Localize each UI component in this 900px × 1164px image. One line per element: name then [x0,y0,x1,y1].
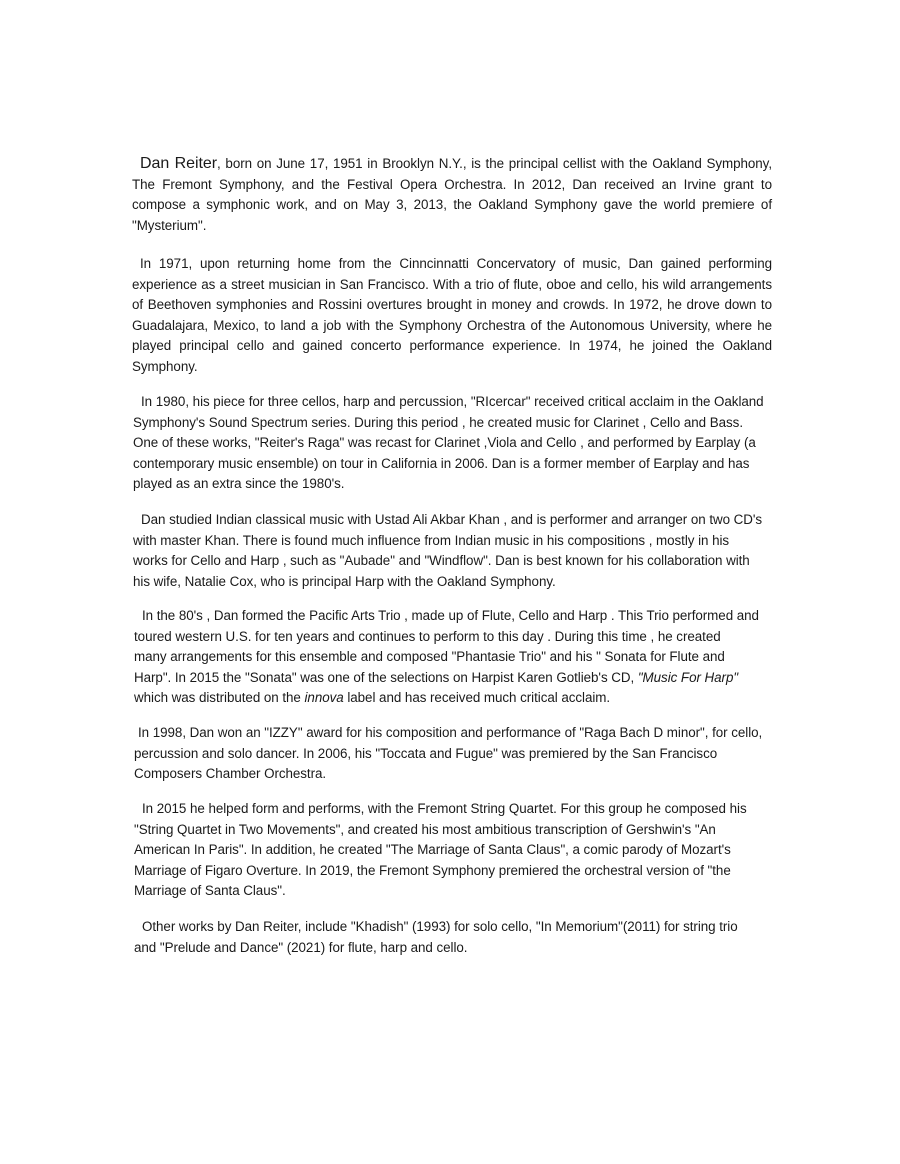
line: label and has received much critical acclaim. [343,690,611,706]
paragraph-indian-music [133,510,793,592]
line: played as an extra since the 1980's. [133,476,345,492]
line: with master Khan. There is found much influence from Indian music in his compositions , mostly in his [133,532,730,548]
paragraph-other-works [134,917,794,958]
intro-text: , born on June 17, 1951 in Brooklyn N.Y., is the principal cellist with the Oakland Symphony, The Fremont Symphony, and the Festival Opera Orchestra. In 2012, Dan received an Irvine grant to compose a symphonic work, and on May 3, 2013, the Oakland Symphony gave the world premiere of "Mysterium". [132,156,772,233]
line: One of these works, "Reiter's Raga" was recast for Clarinet ,Viola and Cello , and performed by Earplay (a [133,435,756,451]
paragraph-early-career [132,254,772,378]
cd-title: "Music For Harp" [637,669,739,685]
line: Marriage of Figaro Overture. In 2019, the Fremont Symphony premiered the orchestral version of "the [134,862,731,878]
artist-name: Dan Reiter [140,155,218,172]
line: which was distributed on the [134,690,305,706]
label-name: innova [304,690,344,706]
line: In 1980, his piece for three cellos, harp and percussion, "RIcercar" received critical acclaim in the Oakland [141,394,764,409]
line: "String Quartet in Two Movements", and created his most ambitious transcription of Gershwin's "An [134,821,716,837]
paragraph-izzy-award [134,723,794,785]
paragraph-intro [132,154,772,236]
line: Symphony's Sound Spectrum series. During this period , he created music for Clarinet , Cello and Bass. [133,414,743,430]
line: In the 80's , Dan formed the Pacific Arts Trio , made up of Flute, Cello and Harp . This Trio performed and [142,608,759,623]
line: percussion and solo dancer. In 2006, his "Toccata and Fugue" was premiered by the San Francisco [134,745,718,761]
line: Dan studied Indian classical music with Ustad Ali Akbar Khan , and is performer and arranger on two CD's [141,512,763,527]
line: Harp". In 2015 the "Sonata" was one of the selections on Harpist Karen Gotlieb's CD, [134,669,638,685]
paragraph-compositions-1980 [133,392,793,495]
line: In 2015 he helped form and performs, with the Fremont String Quartet. For this group he composed his [142,801,747,816]
line: Marriage of Santa Claus". [134,883,286,899]
line: many arrangements for this ensemble and composed "Phantasie Trio" and his " Sonata for Flute and [134,649,725,665]
line: toured western U.S. for ten years and continues to perform to this day . During this time , he created [134,628,721,644]
line: Other works by Dan Reiter, include "Khadish" (1993) for solo cello, "In Memorium"(2011) for string trio [142,919,738,934]
line: American In Paris". In addition, he created "The Marriage of Santa Claus", a comic parody of Mozart's [134,842,731,858]
line: his wife, Natalie Cox, who is principal Harp with the Oakland Symphony. [133,573,556,589]
line: Composers Chamber Orchestra. [134,766,327,782]
early-career-text: In 1971, upon returning home from the Cinncinnatti Concervatory of music, Dan gained performing experience as a street musician in San Francisco. With a trio of flute, oboe and cello, his wild arrangements of Beethoven symphonies and Rossini overtures brought in money and crowds. In 1972, he drove down to Guadalajara, Mexico, to land a job with the Symphony Orchestra of the Autonomous University, where he played principal cello and gained concerto performance experience. In 1974, he joined the Oakland Symphony. [132,256,772,374]
paragraph-string-quartet [134,799,794,902]
line: and "Prelude and Dance" (2021) for flute, harp and cello. [134,939,468,955]
line: In 1998, Dan won an "IZZY" award for his composition and performance of "Raga Bach D minor", for cello, [138,725,763,740]
line: contemporary music ensemble) on tour in California in 2006. Dan is a former member of Earplay and has [133,455,750,471]
line: works for Cello and Harp , such as "Aubade" and "Windflow". Dan is best known for his collaboration with [133,553,750,569]
paragraph-pacific-arts-trio [134,606,794,709]
